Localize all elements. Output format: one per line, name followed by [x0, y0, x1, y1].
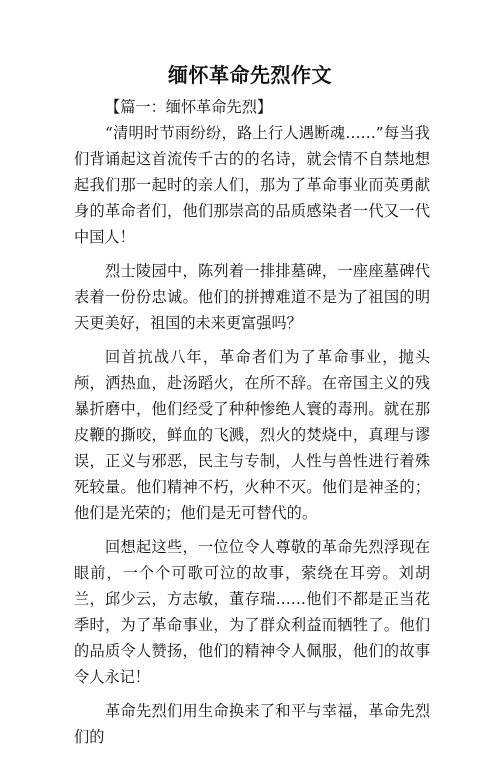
document-title: 缅怀革命先烈作文 [168, 63, 332, 87]
paragraph-3: 回首抗战八年，革命者们为了革命事业，抛头颅，洒热血，赴汤蹈火，在所不辞。在帝国主义的残暴折磨中，他们经受了种种惨绝人寰的毒刑。就在那皮鞭的撕咬，鲜血的飞溅，烈火的焚烧中，真理与谬误，正义与邪恶，民主与专制，人性与兽性进行着殊死较量。他们精神不朽，火种不灭。他们是神圣的；他们是光荣的；他们是无可替代的。 [74, 348, 430, 522]
paragraph-2: 烈士陵园中，陈列着一排排墓碑，一座座墓碑代表着一份份忠诚。他们的拼搏难道不是为了祖国的明天更美好，祖国的未来更富强吗？ [74, 262, 430, 332]
section-heading: 【篇一：缅怀革命先烈】 [105, 98, 273, 116]
paragraph-4: 回想起这些，一位位令人尊敬的革命先烈浮现在眼前，一个个可歌可泣的故事，萦绕在耳旁。刘胡兰，邱少云，方志敏，董存瑞……他们不都是正当花季时，为了革命事业，为了群众利益而牺牲了。他们的品质令人赞扬，他们的精神令人佩服，他们的故事令人永记！ [74, 538, 430, 686]
paragraph-5: 革命先烈们用生命换来了和平与幸福，革命先烈们的 [74, 702, 430, 746]
paragraph-1: “清明时节雨纷纷，路上行人遇断魂……”每当我们背诵起这首流传千古的的名诗，就会情不自禁地想起我们那一起时的亲人们，那为了革命事业而英勇献身的革命者们，他们那崇高的品质感染者一代又一代中国人！ [74, 124, 430, 246]
document-body [74, 94, 430, 758]
